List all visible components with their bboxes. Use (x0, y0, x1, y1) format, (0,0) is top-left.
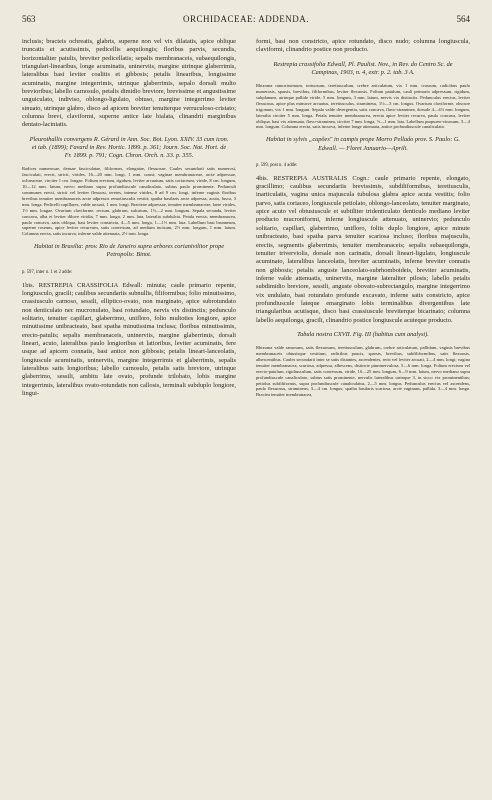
detailed-description-right: Rhizoma ramosissimum, tortuosum, teretiusculum, crebre articulatum, vix 1 mm. crassum, radicibus paulo numerosis, sparsis, brevibus, filiformibus, leviter flexuosis. Folium patulum, cauli primario adpressum, rigidum, subplanum, utrinque pallide viride, 5 mm. longum, 3 mm. latum, nervis vix distinctis. Pedunculus erectus, leviter flexuosus, apice plus minusve arcuatus, teretiusculus, stramineus, 1½—3 cm. longus. Ovarium claviforme, obscure trigonum, vix 1 mm. longum. Sepala valde divergentia, satis concava, flavo-straminea, dorsale 4—4½ mm. longum, lateralia circiter 5 mm. longa. Petala tenuiter membranacea, erecta apice leviter recurva, paulo concava, leviter obliqua, basi vix attenuata, flavo-straminea, circiter 7 mm. longa, ½—1 mm. lata. Labellum purpureo-vinosum, 3—4 mm. longum. Columna erecta, satis incurva, inferne longe attenuata, antice profundiuscule canaliculata. (256, 83, 470, 130)
species-entry-crassifolia: 1bis. RESTREPIA CRASSIFOLIA Edwall: minuta; caule primario repente, longiusculo, gracili; caulibus secundariis subnullis, filiformibus; folio minutissimo, crassiusculo carnoso, sessili, elliptico-ovato, non marginato, apice subrotundato non denticulato nec mucronulato, basi rotundato, nervis vix distinctis; pedunculo solitario, tenuiter capillari, glaberrimo, unifloro, folio multoties longiore, apice minutissime unibracteato, basi spatha minutissima inclusa; floribus minutissimis, erecto-patulis; sepalis membranaceis, uninerviis, margine glaberrimis, dorsali lineari, acuto, lateralibus paulo longioribus et latioribus, leviter acuminatis, fere usque ad apicem connatis, basi antice non gibbosis; petalis lineari-lanceolatis, longiuscule acuminatis, uninerviis, margine integerrimis et glaberrimis, sepalis lateralibus satis longioribus; labello carnosulo, petalis satis breviore, utrinque glaberrimo, sessili, ambitu late ovato, profunde trilobato, lobis margine integerrimis, lateralibus ovato-rotundatis non callosis, terminali subduplo longiore, lingui- (22, 281, 236, 398)
right-column (256, 38, 470, 788)
species-entry-australis: 4bis. RESTREPIA AUSTRALIS Cogn.: caule primario repente, elongato, gracillimo; caulibus secundariis brevissimis, subdiliformibus, teretiusculis, inarticulatis, vagina unica majuscula tubulosa glabra apice acuta vestitis; folio parvo, satis coriaceo, longiuscule petiolato, oblongo-lanceolato, tenuiter marginato, apice acuto vel obtusiuscule et subtiliter tridenticulato denticulo medianо leviter producto mucroniformi, inferne longiuscule attenuato, uninervio; pedunculo solitario, capillari, glaberrimo, unifloro, foliis duplo longiore, apice minute unibracteato, basi spatha parva tenuiter scariosa incluso; floribus majusculis, erectis, segmentis glaberrimis, tenuiter membranaceis; sepalis subaequilongis, tenuiter triverviolis, dorsale non carinatis, dorsali lineari-ligulato, longiuscule acuminato, lateralibus lanceolatis, breviter acuminatis, inferne breviter connatis non gibbosis; petalis angustе lanceolato-subrhomboideis, breviter acuminatis, inferne valde attenuatis, uninerviis, margine lateraliter pilosis; labello petalis subdimidio breviore, sessili, anguste obovato-subrectangulo, margine integerrimo vix undulato, basi rotundato profunde excavato, inferne satis constricto, apice profundiuscule lateque emarginato lobis terminalibus divergentibus late triangularibus acutisque, disco basi crassiuscule breviterque bicarinato; columna labello aequilonga, gracili, clinandrio postice longiuscule acuteque producto. (256, 174, 470, 324)
plate-caption: Tabula nostra CXVII. Fig. III (habitus cum analysi). (297, 330, 429, 338)
habitat-note-right: Habitat in sylvis „capões" in campis prope Morro Pellado prov. S. Paulo: G. Edwall. — Floret Januario—Aprili. (265, 136, 461, 152)
habitat-note: Habitat in Brasilia: prov. Rio de Janeiro supra arbores corianivilitor prope Petropolis: Binot. (33, 243, 225, 259)
running-title: ORCHIDACEAE: ADDENDA. (183, 14, 309, 24)
left-page-number: 563 (22, 14, 36, 24)
page-header (22, 14, 470, 28)
detailed-description: Radices numerosae, densae fasciculatae, filiformes, elongatae, flexuosae. Caules secundarii satis numerosi, fasciculati, erecti, stricti, virides, 16—20 mm. longi, 1 mm. crassi; vaginae membranaceae, arcte adpressae, ochreaceae, circiter 1 cm. longae. Folium erectum, rigidum, leviter arcuatum, satis coriaceum, viride, 8 cm. longum, 10—12 mm. latum, nervo mediano supra profundiuscule canaliculato, subtus paulo prominente. Pedunculi communes erecti, stricti vel leviter flexuosi, teretes, intense virides, 8 ad 9 cm. longi, inferne vaginis floribus brevibus tenuiter membranaceis arcte adpressis remotiusculis vestiti; spatha basilaris arcte adpressa, acuta, fusca, 3 mm. longa. Pedicelli capillares, valde arcuati, 1 mm. longi. Bracteae adpressae, tenuiter membranaceae, laete virides, 1½ mm. longae. Ovarium claviforme, rectum, glabrum, sulcatum, 1½—2 mm. longum. Sepala secunda, leviter concava, alba et leviter diluve viridia, 7 mm. longa, 2 mm. lata, lateralia subdulcia. Petala erecta, membranacea, paulo concava, satis obliqua, basi leviter constricta, 4—5 mm. longa, 1—1½ mm. lata. Labellum basi brunneum, superne roseum, apice leviter recurvum, satis convexum, ad medium incisum, 2½ mm. longum, 1 mm. latum. Columna erecta, satis incurva, inferne valde attenuata, 2½ mm. longa. (22, 166, 236, 237)
synonymy: Pleurothallis convergens R. Gérard in Ann. Soc. Bot. Lyon. XXIV. 33 cum icon. et tab. (1899); Favard in Rev. Hortic. 1899. p. 361; Journ. Soc. Nat. Hort. de Fr. 1899. p. 791; Cogn. Chron. Orch. n. 33. p. 355. (29, 135, 229, 160)
left-column (22, 38, 236, 788)
insertion-reference-right: p. 599, post n. 4 adde: (256, 162, 298, 168)
insertion-reference: p. 597, inter n. 1 et 2 adde: (22, 269, 73, 275)
right-page-number: 564 (456, 14, 470, 24)
description-continued: inclusis; bracteis ochreatis, glabris, superne non vel vix dilatatis, apice oblique truncatis et acutissimis, pedicellis aequilongis; floribus parvis, secundis, horizontaliter patulis, breviter pedicellatis; sepalis membranaceis, subaequilongis, triangulari-linearibus, longe acuminatis, uninerviis, margine utrinque glaberrimis, lateralibus basi leviter coalitis et gibbosis; petalis linearibus, longissime acuminatis, margine integerrimis, utrinque glaberrimis, sepalo dorsali multo brevioribus; labello carnosulo, petalis dimidio breviore, brevissime et angustissime unguiculato, indiviso, oblongo-ligulato, obtuso, margine integerrimo leviter sinuato, utrinque glabro, disco ad apicem breviter tenuiterque verruculoso-cristato; columna brevi, claviformi, superne antice late bialata, clinandrii marginibus dentato-laciniatis. (22, 38, 236, 129)
synonymy-right: Restrepia crassifolia Edwall, Pl. Paulist. Nov., in Rev. do Centro Sc. de Campinas, 1903, n. 4, extr. p. 2. tab. 3 A. (273, 60, 453, 76)
description-continued-right: formi, basi non constricto, apice rotundato, disco nudo; columna longiuscula, claviformi, clinandrio postice non producto. (256, 38, 470, 54)
detailed-description-australis: Rhizoma valde ramosum, satis flexuosum, teretiusculum, glabrum, crebre articulatum, pallidum, vaginis brevibus membranaceis obtusisque vestitum, radicibus paucis, sparsis, brevibus, subfiliformibus, satis flexuosis, albescentibus. Caules secundarii inter se satis distantes, ascendentes, recti vel leviter arcuati, 2—4 mm. longi; vagina tenuiter membranacea, scariosa, adpressa, albescens, distincte pinninervulosa, 5—6 mm. longa. Folium erectum vel erecto-patulum, rigidiusculum, satis convexum, viride, 10—25 mm. longum, 6—9 mm. latum, nervo mediano supra profundiuscule canaliculato, subtus satis prominente, nervulis lateralibus utrinque 3, in sicco vix prominentibus; petiolus subfiliformis, supra profundiuscule canaliculatus, 2—5 mm. longus. Pedunculus erectus vel ascendens, paulo flexuosus, stramineus, 3—4 cm. longus; spatha basilaris scariosa, arcte vaginans, pallida, 3—4 mm. longa. Bractea tenuiter membranacea, (256, 345, 470, 398)
